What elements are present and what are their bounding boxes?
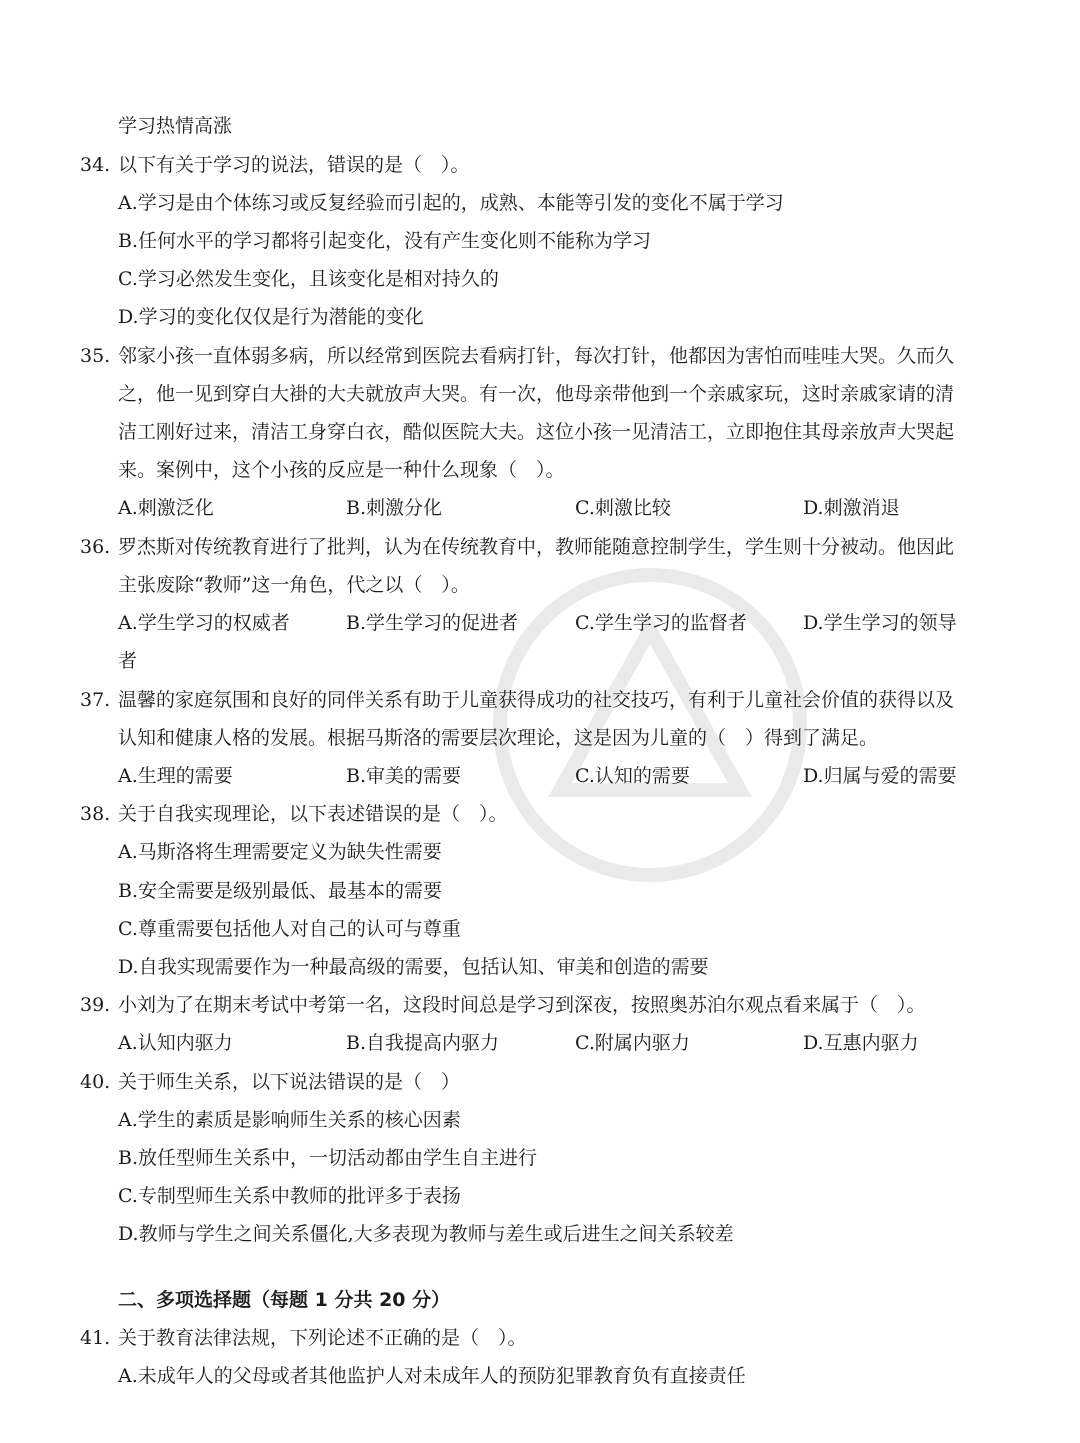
question-stem: 关于自我实现理论，以下表述错误的是（ ）。	[118, 803, 508, 825]
question-stem: 小刘为了在期末考试中考第一名，这段时间总是学习到深夜，按照奥苏泊尔观点看来属于（ ）。	[118, 994, 926, 1016]
option-b: B.学生学习的促进者	[346, 612, 519, 634]
question-stem: 关于师生关系，以下说法错误的是（ ）	[118, 1071, 461, 1093]
option-d: D.教师与学生之间关系僵化,大多表现为教师与差生或后进生之间关系较差	[118, 1223, 734, 1245]
option-a: A.学习是由个体练习或反复经验而引起的，成熟、本能等引发的变化不属于学习	[118, 192, 784, 214]
option-a: A.学生的素质是影响师生关系的核心因素	[118, 1109, 461, 1131]
option-d: D.互惠内驱力	[803, 1032, 919, 1054]
option-c: C.学生学习的监督者	[575, 612, 747, 634]
question-stem: 认知和健康人格的发展。根据马斯洛的需要层次理论，这是因为儿童的（ ）得到了满足。	[118, 727, 879, 749]
question-number: 41.	[80, 1327, 111, 1349]
option-b: B.刺激分化	[346, 497, 443, 519]
question-stem: 罗杰斯对传统教育进行了批判，认为在传统教育中，教师能随意控制学生，学生则十分被动。他因此	[118, 536, 955, 558]
option-c: C.附属内驱力	[575, 1032, 690, 1054]
option-d-wrap: 者	[118, 650, 138, 672]
option-c: C.学习必然发生变化，且该变化是相对持久的	[118, 268, 499, 290]
question-number: 36.	[80, 536, 111, 558]
question-stem: 温馨的家庭氛围和良好的同伴关系有助于儿童获得成功的社交技巧，有利于儿童社会价值的获得以及	[118, 689, 955, 711]
option-a: A.学生学习的权威者	[118, 612, 290, 634]
question-stem: 邻家小孩一直体弱多病，所以经常到医院去看病打针，每次打针，他都因为害怕而哇哇大哭。久而久	[118, 345, 955, 367]
question-number: 37.	[80, 689, 111, 711]
option-b: B.安全需要是级别最低、最基本的需要	[118, 880, 443, 902]
question-number: 34.	[80, 154, 111, 176]
option-c: C.刺激比较	[575, 497, 671, 519]
question-stem: 主张废除“教师”这一角色，代之以（ ）。	[118, 574, 470, 596]
option-b: B.放任型师生关系中，一切活动都由学生自主进行	[118, 1147, 538, 1169]
option-a: A.认知内驱力	[118, 1032, 233, 1054]
section-heading: 二、多项选择题（每题 1 分共 20 分）	[118, 1289, 451, 1311]
option-c: C.尊重需要包括他人对自己的认可与尊重	[118, 918, 461, 940]
option-d: D.学生学习的领导	[803, 612, 957, 634]
continuation-text: 学习热情高涨	[118, 115, 233, 137]
option-c: C.认知的需要	[575, 765, 690, 787]
option-d: D.归属与爱的需要	[803, 765, 957, 787]
option-d: D.自我实现需要作为一种最高级的需要，包括认知、审美和创造的需要	[118, 956, 709, 978]
option-d: D.刺激消退	[803, 497, 900, 519]
option-c: C.专制型师生关系中教师的批评多于表扬	[118, 1185, 461, 1207]
question-stem: 之，他一见到穿白大褂的大夫就放声大哭。有一次，他母亲带他到一个亲戚家玩，这时亲戚家请的清	[118, 383, 955, 405]
question-number: 39.	[80, 994, 111, 1016]
question-stem: 关于教育法律法规，下列论述不正确的是（ ）。	[118, 1327, 527, 1349]
option-a: A.生理的需要	[118, 765, 233, 787]
option-b: B.审美的需要	[346, 765, 462, 787]
question-stem: 洁工刚好过来，清洁工身穿白衣，酷似医院大夫。这位小孩一见清洁工，立即抱住其母亲放声大哭起	[118, 421, 955, 443]
question-stem: 来。案例中，这个小孩的反应是一种什么现象（ ）。	[118, 459, 565, 481]
question-number: 35.	[80, 345, 111, 367]
option-a: A.未成年人的父母或者其他监护人对未成年人的预防犯罪教育负有直接责任	[118, 1365, 746, 1387]
question-number: 40.	[80, 1071, 111, 1093]
question-stem: 以下有关于学习的说法，错误的是（ ）。	[118, 154, 470, 176]
option-d: D.学习的变化仅仅是行为潜能的变化	[118, 306, 424, 328]
question-number: 38.	[80, 803, 111, 825]
option-a: A.马斯洛将生理需要定义为缺失性需要	[118, 841, 442, 863]
option-b: B.任何水平的学习都将引起变化，没有产生变化则不能称为学习	[118, 230, 652, 252]
option-a: A.刺激泛化	[118, 497, 214, 519]
option-b: B.自我提高内驱力	[346, 1032, 500, 1054]
